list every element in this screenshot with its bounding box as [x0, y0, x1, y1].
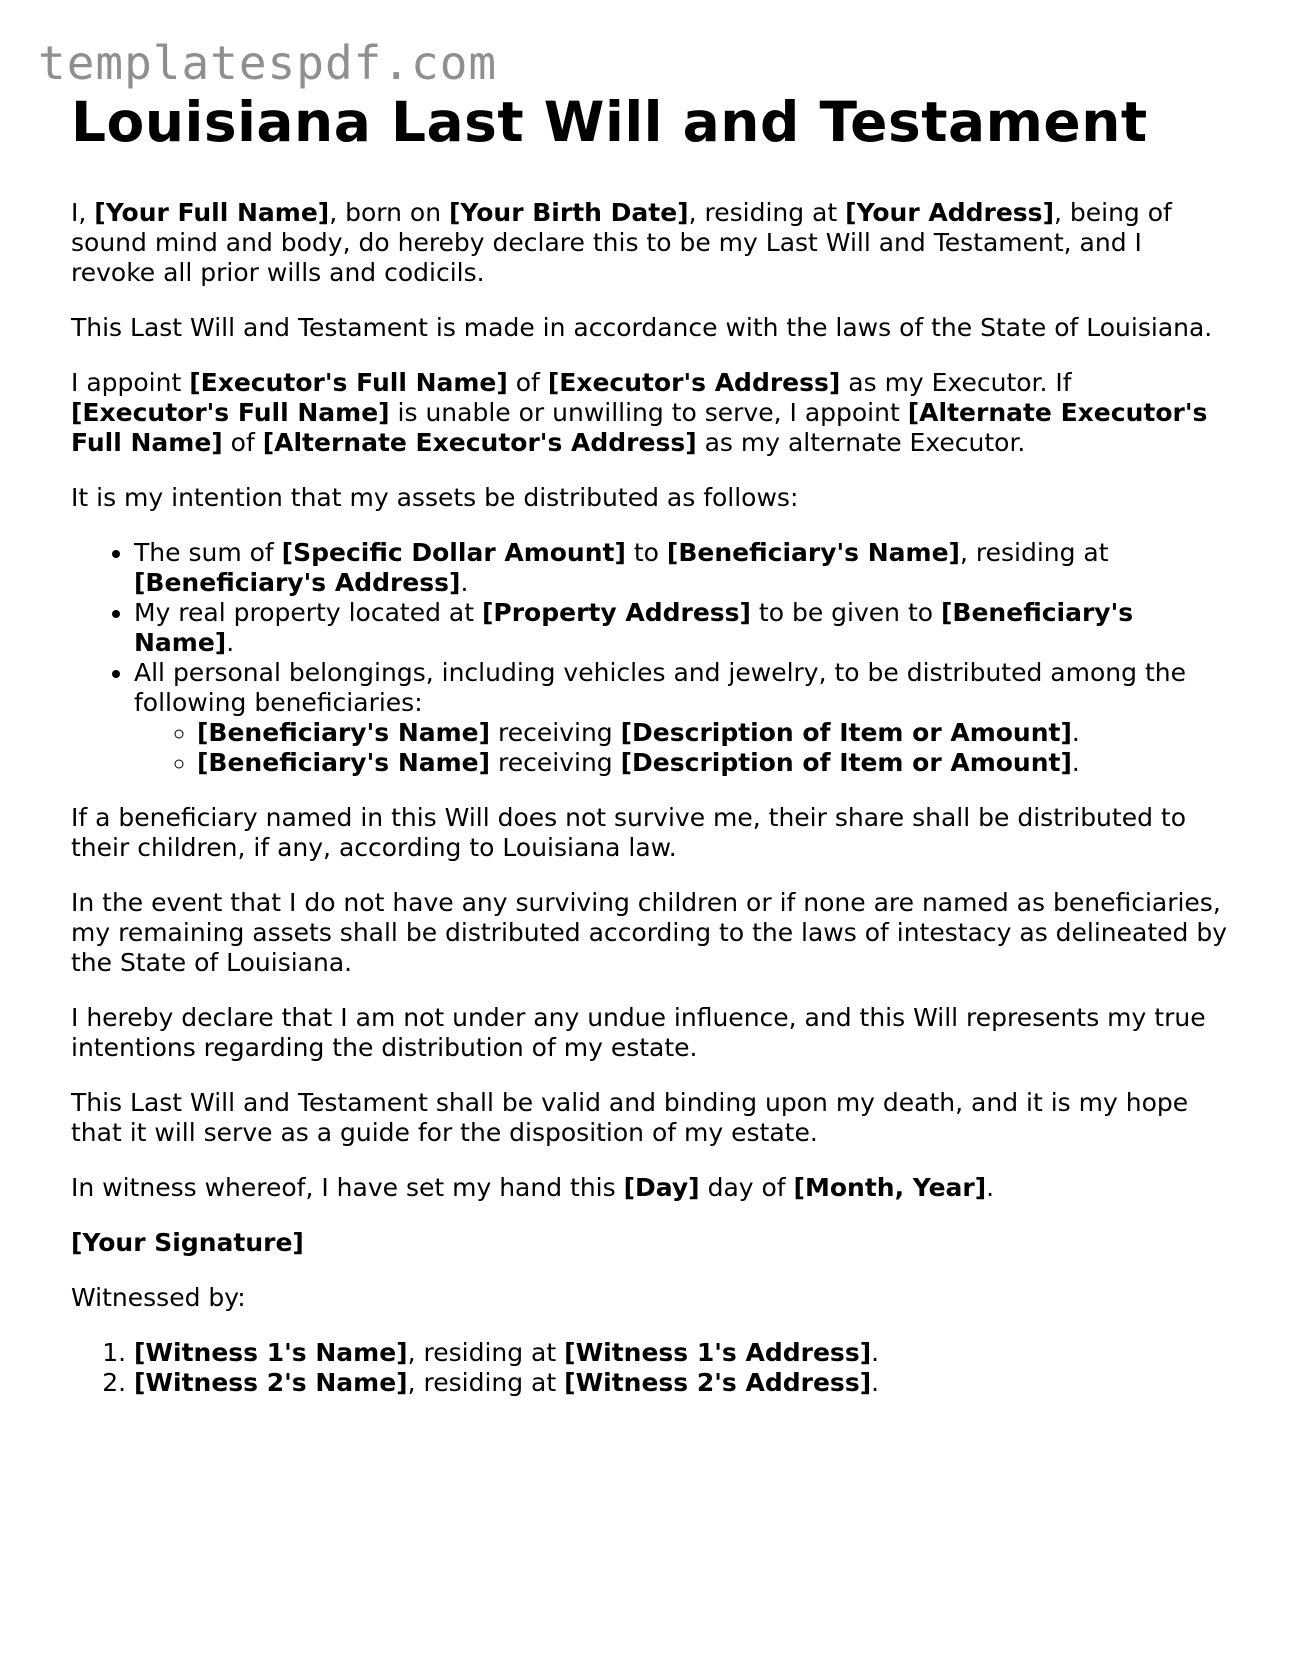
placeholder-birth-date: [Your Birth Date] — [449, 198, 689, 227]
placeholder-alternate-executor-address: [Alternate Executor's Address] — [262, 428, 697, 457]
list-item: ◦ [Beneficiary's Name] receiving [Description of Item or Amount]. — [197, 748, 1231, 778]
signature-line: [Your Signature] — [71, 1228, 304, 1257]
document-body — [71, 86, 1231, 1423]
witness-list — [71, 1338, 1231, 1398]
list-item: 1. [Witness 1's Name], residing at [Witness 1's Address]. — [134, 1338, 1231, 1368]
document-title: Louisiana Last Will and Testament — [71, 90, 1148, 154]
placeholder-executor-address: [Executor's Address] — [547, 368, 841, 397]
list-item: 2. [Witness 2's Name], residing at [Witness 2's Address]. — [134, 1368, 1231, 1398]
sub-beneficiary-list — [134, 718, 1231, 778]
placeholder-executor-name-2: [Executor's Full Name] — [71, 398, 390, 427]
list-item: ◦ [Beneficiary's Name] receiving [Description of Item or Amount]. — [197, 718, 1231, 748]
witness-whereof-paragraph: In witness whereof, I have set my hand this [Day] day of [Month, Year]. — [71, 1173, 995, 1202]
list-item: • The sum of [Specific Dollar Amount] to [Beneficiary's Name], residing at [Beneficiary's Address]. — [134, 538, 1231, 598]
intro-paragraph: I, [Your Full Name], born on [Your Birth Date], residing at [Your Address], being of sound mind and body, do hereby declare this to be my Last Will and Testament, and I revoke all prior wills and codicils. — [71, 198, 1172, 287]
placeholder-month-year: [Month, Year] — [793, 1173, 987, 1202]
bequest-list — [71, 538, 1231, 778]
placeholder-alternate-executor-name: [Alternate Executor's Full Name] — [71, 398, 1208, 457]
influence-paragraph: I hereby declare that I am not under any undue influence, and this Will represents my true intentions regarding the distribution of my estate. — [71, 1003, 1206, 1062]
placeholder-executor-name: [Executor's Full Name] — [189, 368, 508, 397]
law-paragraph: This Last Will and Testament is made in accordance with the laws of the State of Louisiana. — [71, 313, 1213, 342]
survive-paragraph: If a beneficiary named in this Will does not survive me, their share shall be distributed to their children, if any, according to Louisiana law. — [71, 803, 1187, 862]
list-item: • My real property located at [Property Address] to be given to [Beneficiary's Name]. — [134, 598, 1231, 658]
watermark: templatespdf.com — [38, 36, 498, 90]
placeholder-day: [Day] — [623, 1173, 700, 1202]
valid-paragraph: This Last Will and Testament shall be valid and binding upon my death, and it is my hope that it will serve as a guide for the disposition of my estate. — [71, 1088, 1189, 1147]
list-item: • All personal belongings, including vehicles and jewelry, to be distributed among the following beneficiaries: ◦ [Beneficiary's Name] receiving [Description of Item or Amount]. ◦ [Beneficiary's Name] receiving [Description of Item or Amount]. — [134, 658, 1231, 778]
placeholder-address: [Your Address] — [845, 198, 1054, 227]
executor-paragraph: I appoint [Executor's Full Name] of [Executor's Address] as my Executor. If [Executor's Full Name] is unable or unwilling to serve, I appoint [Alternate Executor's Full Name] of [Alternate Executor's Address] as my alternate Executor. — [71, 368, 1208, 457]
intestacy-paragraph: In the event that I do not have any surviving children or if none are named as beneficiaries, my remaining assets shall be distributed according to the laws of intestacy as delineated by the State of Louisiana. — [71, 888, 1228, 977]
intention-paragraph: It is my intention that my assets be distributed as follows: — [71, 483, 799, 512]
witnessed-by-label: Witnessed by: — [71, 1283, 246, 1312]
placeholder-full-name: [Your Full Name] — [94, 198, 330, 227]
